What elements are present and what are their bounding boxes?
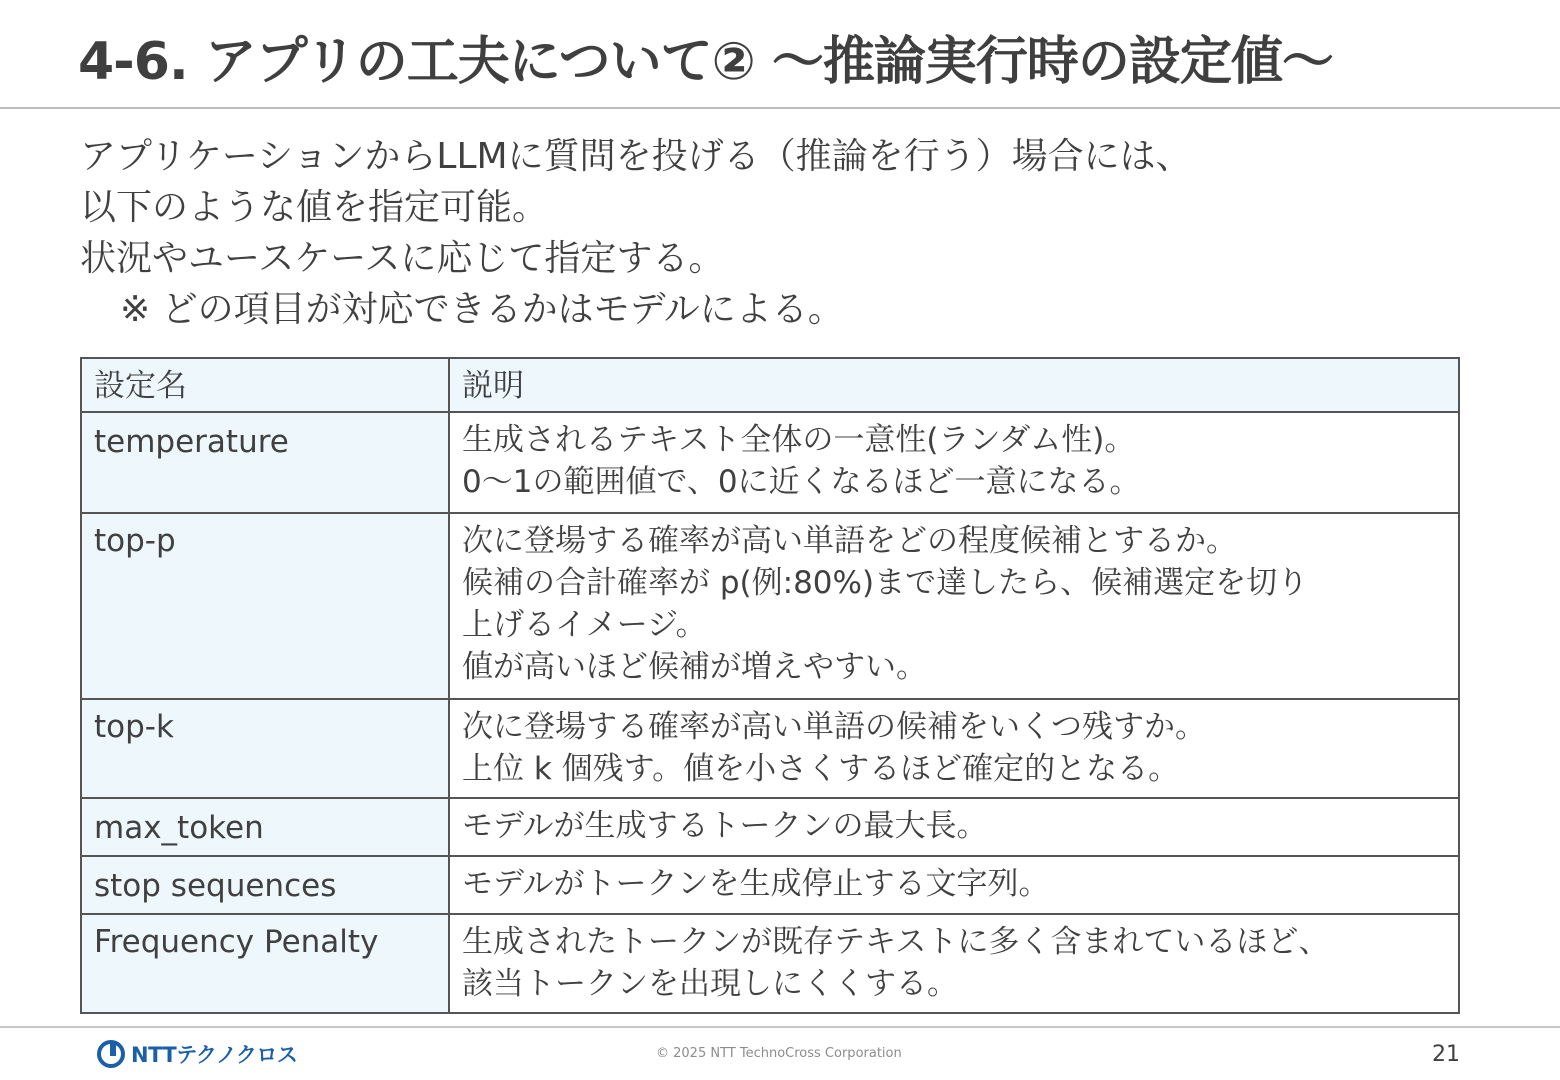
description-line: 候補の合計確率が p(例:80%)まで達したら、候補選定を切り — [462, 565, 1309, 601]
header-setting-name: 設定名 — [81, 358, 449, 412]
intro-text — [80, 131, 1480, 335]
description-line: モデルが生成するトークンの最大長。 — [462, 808, 988, 844]
slide-title: 4-6. アプリの工夫について② ～推論実行時の設定値～ — [78, 32, 1333, 92]
title-divider — [0, 107, 1560, 109]
header-description: 説明 — [449, 358, 1459, 412]
description-line: 上げるイメージ。 — [462, 607, 707, 643]
page-number: 21 — [1432, 1042, 1460, 1067]
setting-name: top-p — [81, 513, 449, 699]
description-line: 0～1の範囲値で、0に近くなるほど一意になる。 — [462, 464, 1141, 500]
setting-name: Frequency Penalty — [81, 914, 449, 1013]
setting-description — [449, 699, 1459, 798]
intro-line: アプリケーションからLLMに質問を投げる（推論を行う）場合には、 — [80, 136, 1192, 177]
setting-description — [449, 412, 1459, 513]
setting-name: stop sequences — [81, 856, 449, 914]
table-row — [81, 856, 1459, 914]
setting-name: max_token — [81, 798, 449, 856]
table-row — [81, 914, 1459, 1013]
setting-description — [449, 798, 1459, 856]
table-row — [81, 412, 1459, 513]
setting-name: temperature — [81, 412, 449, 513]
intro-note: ※ どの項目が対応できるかはモデルによる。 — [120, 289, 844, 330]
description-line: 次に登場する確率が高い単語の候補をいくつ残すか。 — [462, 709, 1206, 745]
description-line: 値が高いほど候補が増えやすい。 — [462, 649, 927, 685]
footer-divider — [0, 1026, 1560, 1028]
description-line: 該当トークンを出現しにくくする。 — [462, 966, 958, 1002]
description-line: 上位 k 個残す。値を小さくするほど確定的となる。 — [462, 751, 1180, 787]
intro-line: 以下のような値を指定可能。 — [80, 187, 549, 228]
settings-table — [80, 357, 1460, 1014]
setting-description — [449, 856, 1459, 914]
table-row — [81, 699, 1459, 798]
copyright-notice: © 2025 NTT TechnoCross Corporation — [656, 1046, 902, 1061]
description-line: 次に登場する確率が高い単語をどの程度候補とするか。 — [462, 523, 1237, 559]
logo-text: NTTテクノクロス — [131, 1043, 298, 1067]
table-header-row — [81, 358, 1459, 412]
setting-description — [449, 914, 1459, 1013]
description-line: 生成されたトークンが既存テキストに多く含まれているほど、 — [462, 924, 1330, 960]
table-row — [81, 798, 1459, 856]
description-line: モデルがトークンを生成停止する文字列。 — [462, 866, 1050, 902]
description-line: 生成されるテキスト全体の一意性(ランダム性)。 — [462, 422, 1136, 458]
setting-name: top-k — [81, 699, 449, 798]
ntt-logo-icon — [97, 1040, 125, 1068]
setting-description — [449, 513, 1459, 699]
intro-line: 状況やユースケースに応じて指定する。 — [80, 238, 725, 279]
company-logo — [97, 1037, 297, 1071]
table-row — [81, 513, 1459, 699]
